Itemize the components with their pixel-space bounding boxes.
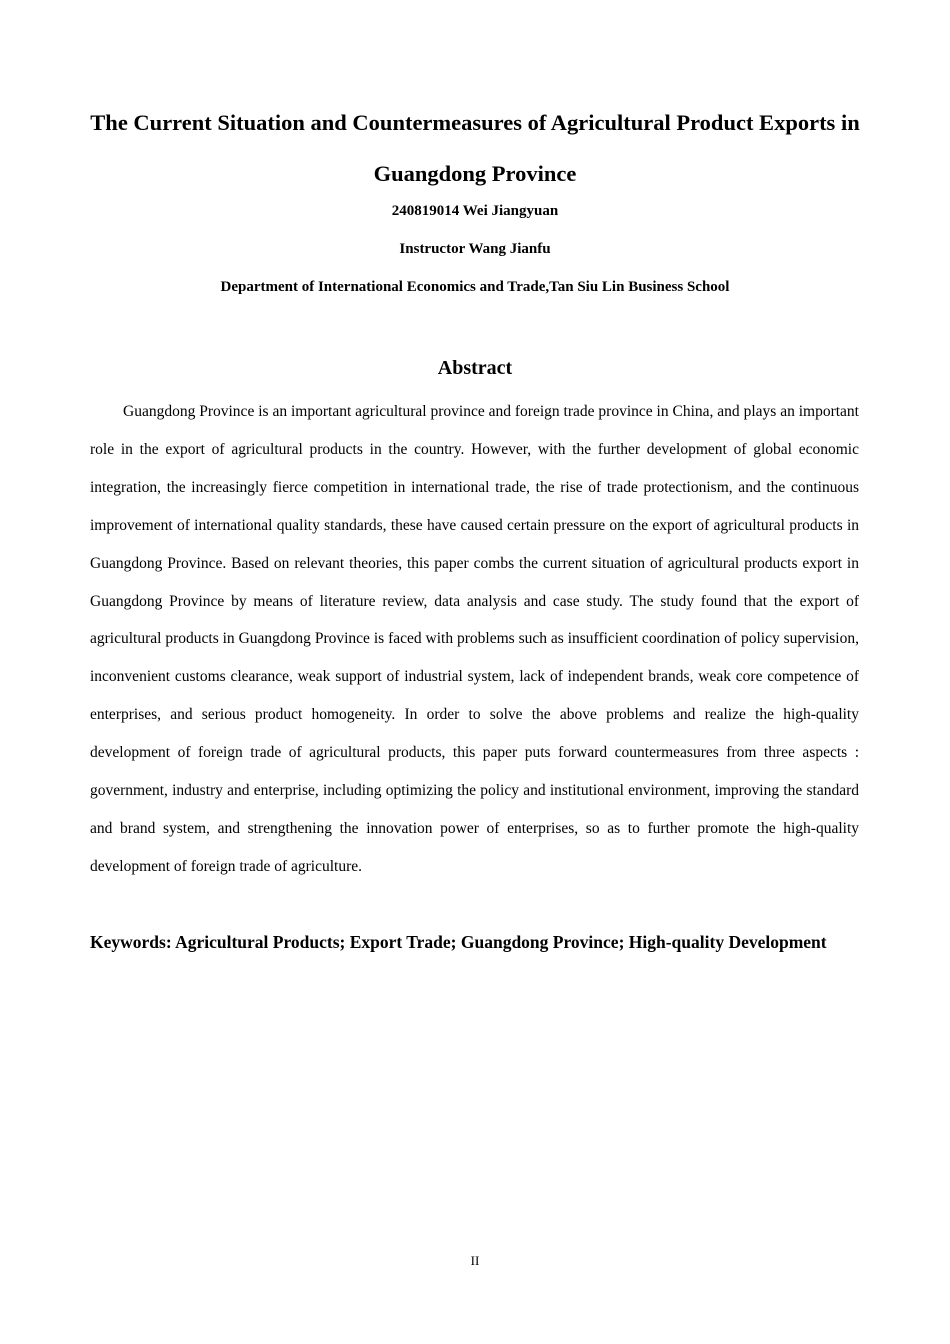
abstract-text: Guangdong Province is an important agricultural province and foreign trade province in China, and plays an important role in the export of agricultural products in the country. However, with the further development of global economic integration, the increasingly fierce competition in international trade, the rise of trade protectionism, and the continuous improvement of international quality standards, these have caused certain pressure on the export of agricultural products in Guangdong Province. Based on relevant theories, this paper combs the current situation of agricultural products export in Guangdong Province by means of literature review, data analysis and case study. The study found that the export of agricultural products in Guangdong Province is faced with problems such as insufficient coordination of policy supervision, inconvenient customs clearance, weak support of industrial system, lack of independent brands, weak core competence of enterprises, and serious product homogeneity. In order to solve the above problems and realize the high-quality development of foreign trade of agricultural products, this paper puts forward countermeasures from three aspects : government, industry and enterprise, including optimizing the policy and institutional environment, improving the standard and brand system, and strengthening the innovation power of enterprises, so as to further promote the high-quality development of foreign trade of agriculture. [90,403,859,875]
keywords: Keywords: Agricultural Products; Export Trade; Guangdong Province; High-quality Development [90,932,827,952]
student-id-name: 240819014 Wei Jiangyuan [391,203,559,219]
instructor-line: Instructor Wang Jianfu [399,241,551,257]
department-line: Department of International Economics and Trade,Tan Siu Lin Business School [220,279,730,295]
page-number: II [470,1253,480,1268]
paper-title: The Current Situation and Countermeasures of Agricultural Product Exports in Guangdong Province [90,110,860,186]
abstract-heading: Abstract [437,357,513,379]
